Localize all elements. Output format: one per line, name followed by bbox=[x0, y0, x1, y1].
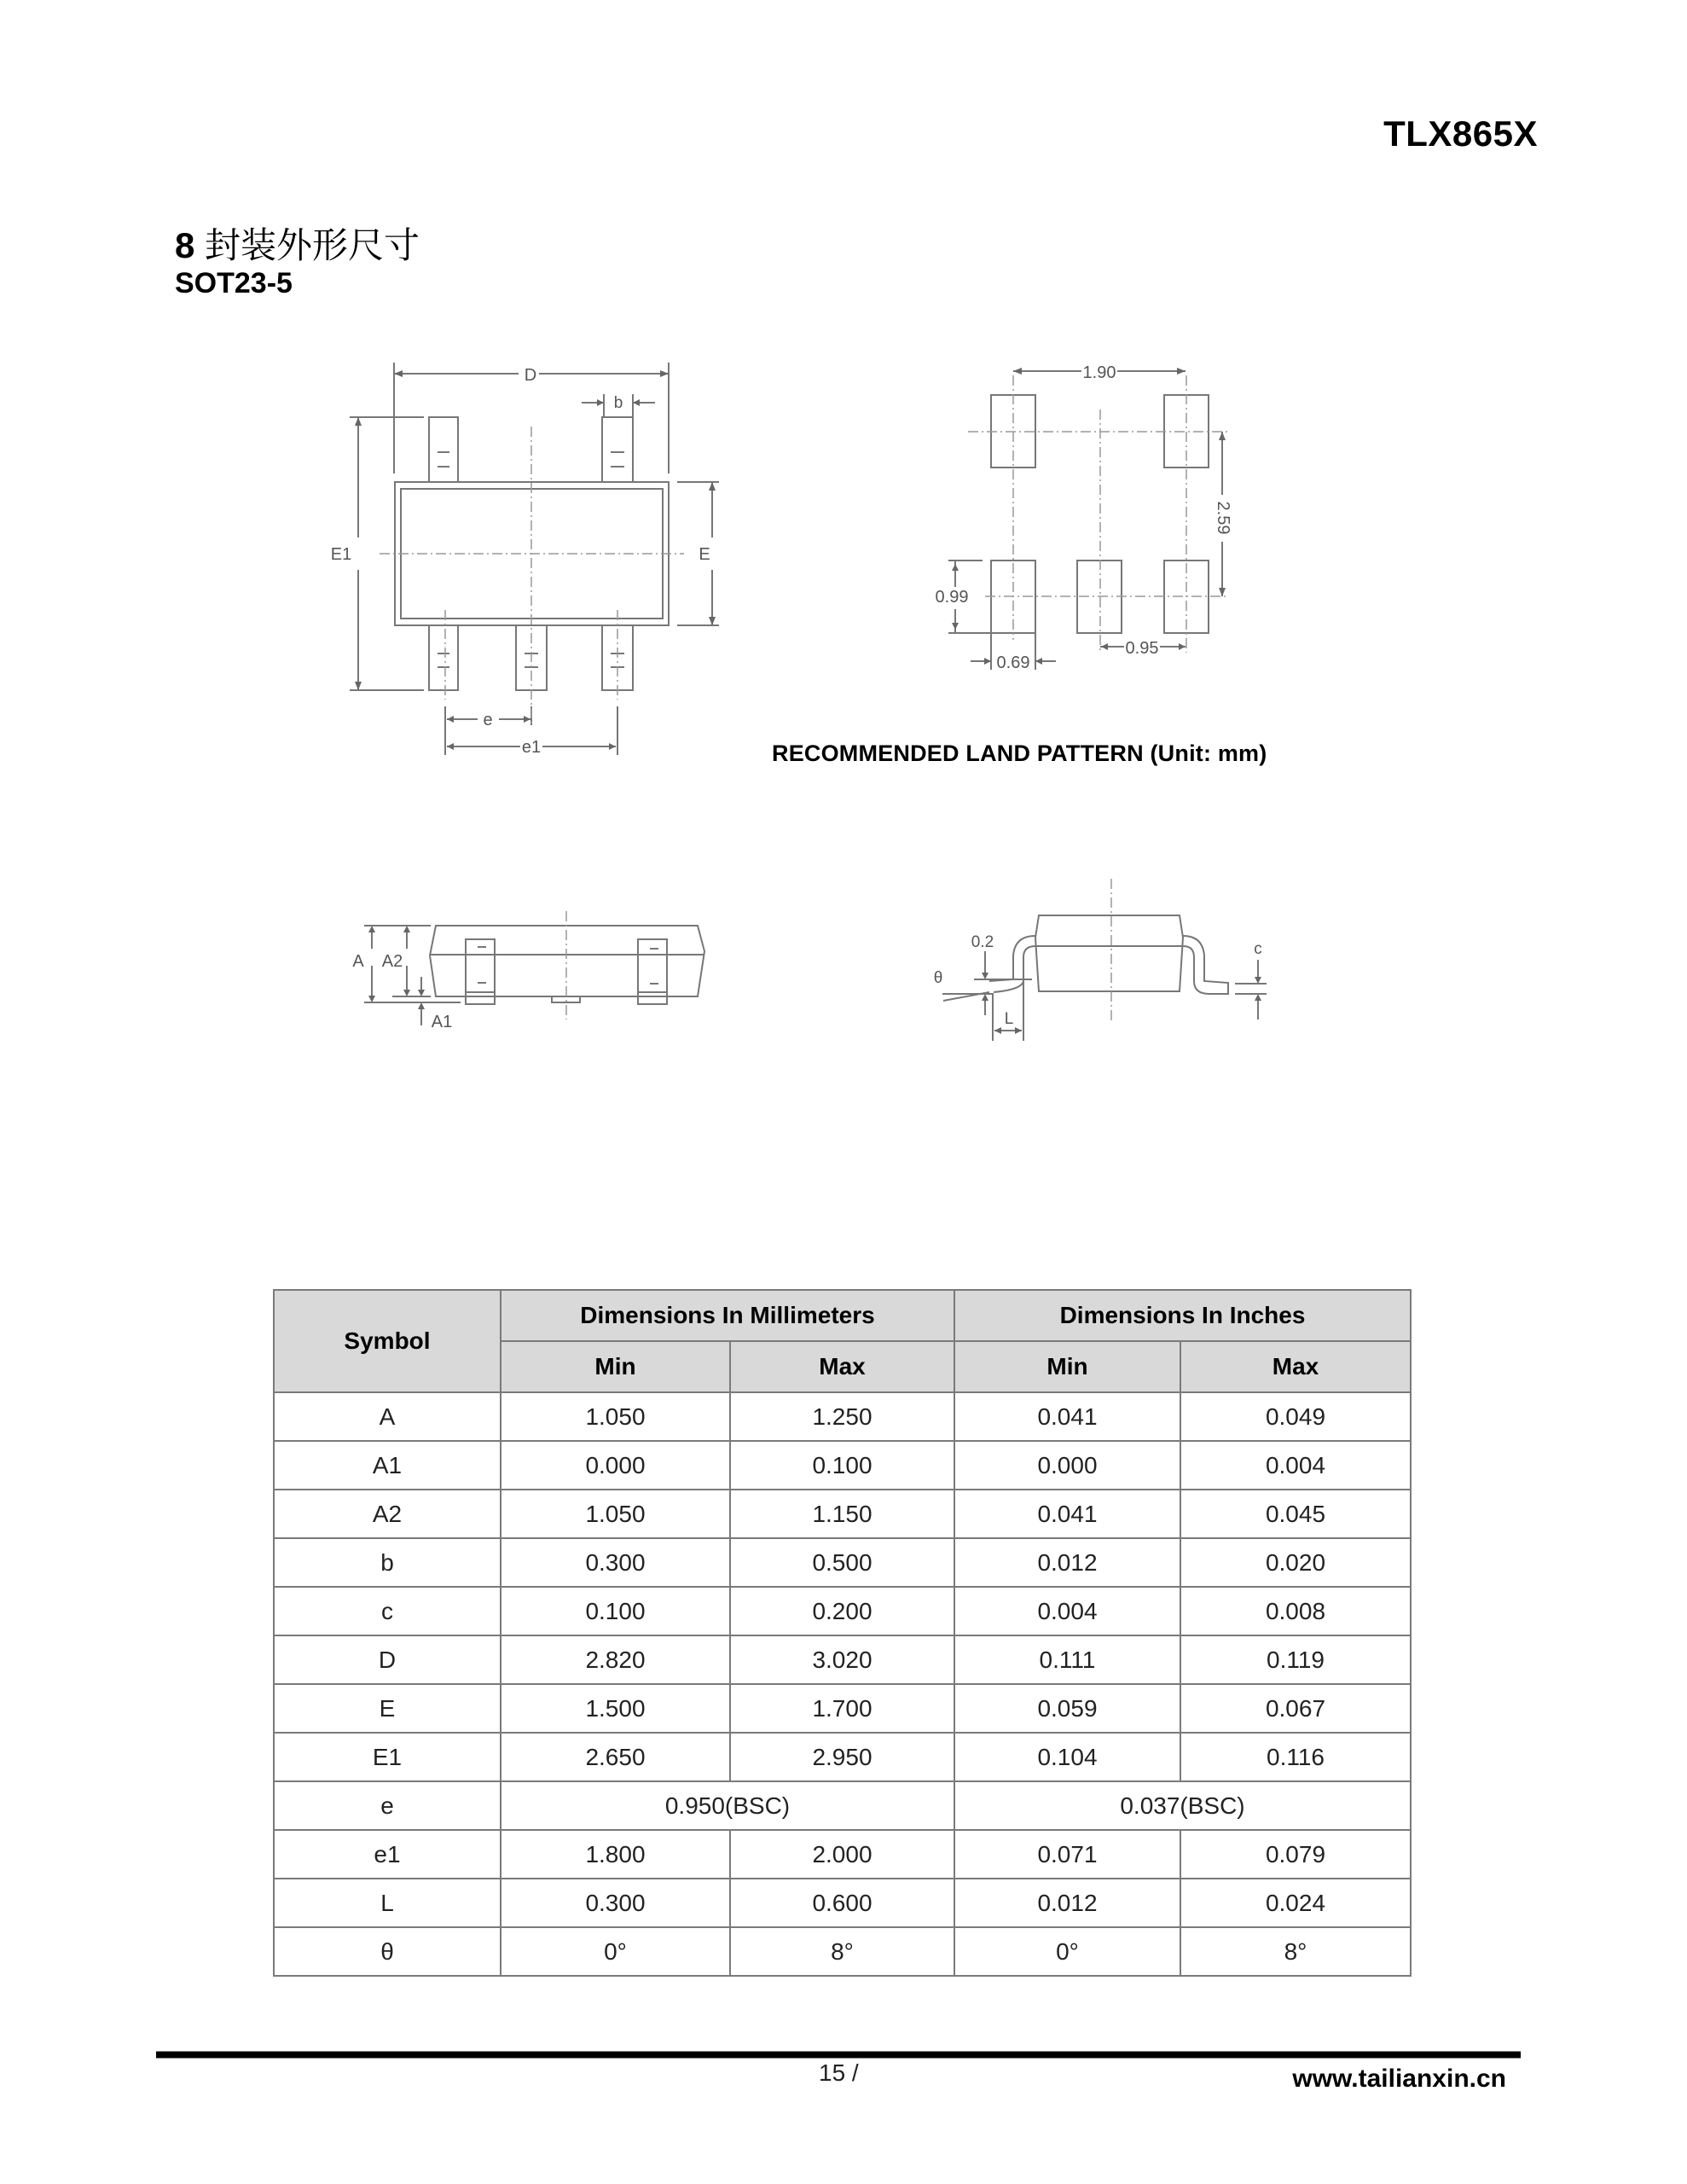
cell-in-min: 0.004 bbox=[954, 1587, 1180, 1635]
cell-mm-min: 0.000 bbox=[501, 1441, 730, 1490]
cell-in-min: 0.111 bbox=[954, 1635, 1180, 1684]
header-mm-group: Dimensions In Millimeters bbox=[501, 1290, 954, 1341]
table-header-row-1 bbox=[274, 1290, 1411, 1341]
cell-mm-max: 1.250 bbox=[730, 1392, 954, 1441]
cell-symbol: e1 bbox=[274, 1830, 501, 1879]
land-dim-0-95: 0.95 bbox=[1125, 639, 1159, 658]
label-L: L bbox=[1004, 1010, 1014, 1028]
website-link[interactable]: www.tailianxin.cn bbox=[1292, 2065, 1506, 2093]
page-number: 15 / bbox=[819, 2059, 859, 2086]
land-dim-0-99: 0.99 bbox=[935, 588, 969, 607]
section-title-cn: 封装外形尺寸 bbox=[205, 224, 420, 266]
land-dim-2-59: 2.59 bbox=[1214, 501, 1232, 535]
cell-mm-max: 3.020 bbox=[730, 1635, 954, 1684]
footer-divider bbox=[156, 2051, 1521, 2059]
cell-mm-max: 2.000 bbox=[730, 1830, 954, 1879]
cell-in-max: 0.008 bbox=[1180, 1587, 1411, 1635]
dimensions-table bbox=[273, 1289, 1412, 1977]
cell-in-max: 8° bbox=[1180, 1927, 1411, 1976]
header-in-max: Max bbox=[1180, 1341, 1411, 1392]
land-pattern-drawing bbox=[921, 358, 1262, 682]
cell-symbol: D bbox=[274, 1635, 501, 1684]
cell-in-max: 0.045 bbox=[1180, 1490, 1411, 1538]
land-dim-0-69: 0.69 bbox=[996, 653, 1030, 672]
cell-mm-min: 1.050 bbox=[501, 1490, 730, 1538]
header-in-group: Dimensions In Inches bbox=[954, 1290, 1411, 1341]
label-theta: θ bbox=[933, 969, 943, 987]
cell-mm-max: 2.950 bbox=[730, 1733, 954, 1781]
label-A: A bbox=[352, 952, 364, 971]
cell-in-bsc: 0.037(BSC) bbox=[954, 1781, 1411, 1830]
lead-view-drawing bbox=[913, 862, 1271, 1041]
table-row bbox=[274, 1830, 1411, 1879]
land-dim-1-90: 1.90 bbox=[1082, 363, 1116, 382]
label-E: E bbox=[699, 545, 710, 564]
label-A1: A1 bbox=[431, 1013, 453, 1031]
table-row bbox=[274, 1684, 1411, 1733]
cell-mm-min: 2.650 bbox=[501, 1733, 730, 1781]
cell-mm-max: 8° bbox=[730, 1927, 954, 1976]
cell-mm-max: 0.500 bbox=[730, 1538, 954, 1587]
cell-symbol: E bbox=[274, 1684, 501, 1733]
cell-in-min: 0.000 bbox=[954, 1441, 1180, 1490]
table-row bbox=[274, 1490, 1411, 1538]
cell-in-max: 0.119 bbox=[1180, 1635, 1411, 1684]
land-pattern-caption: RECOMMENDED LAND PATTERN (Unit: mm) bbox=[772, 741, 1267, 766]
label-A2: A2 bbox=[381, 952, 403, 971]
table-row bbox=[274, 1635, 1411, 1684]
cell-in-max: 0.067 bbox=[1180, 1684, 1411, 1733]
header-in-min: Min bbox=[954, 1341, 1180, 1392]
cell-mm-min: 2.820 bbox=[501, 1635, 730, 1684]
cell-mm-max: 0.100 bbox=[730, 1441, 954, 1490]
cell-mm-max: 0.200 bbox=[730, 1587, 954, 1635]
table-row bbox=[274, 1879, 1411, 1927]
document-part-number: TLX865X bbox=[1383, 113, 1538, 154]
label-e: e bbox=[483, 711, 493, 729]
cell-mm-min: 1.050 bbox=[501, 1392, 730, 1441]
cell-symbol: A1 bbox=[274, 1441, 501, 1490]
cell-symbol: L bbox=[274, 1879, 501, 1927]
label-E1: E1 bbox=[330, 545, 352, 564]
cell-mm-min: 0° bbox=[501, 1927, 730, 1976]
cell-in-min: 0.104 bbox=[954, 1733, 1180, 1781]
cell-mm-min: 0.100 bbox=[501, 1587, 730, 1635]
cell-symbol: e bbox=[274, 1781, 501, 1830]
cell-in-min: 0.059 bbox=[954, 1684, 1180, 1733]
table-row bbox=[274, 1927, 1411, 1976]
cell-in-max: 0.079 bbox=[1180, 1830, 1411, 1879]
cell-mm-min: 0.300 bbox=[501, 1538, 730, 1587]
cell-symbol: A bbox=[274, 1392, 501, 1441]
header-mm-min: Min bbox=[501, 1341, 730, 1392]
cell-mm-min: 0.300 bbox=[501, 1879, 730, 1927]
cell-in-max: 0.004 bbox=[1180, 1441, 1411, 1490]
cell-in-max: 0.024 bbox=[1180, 1879, 1411, 1927]
label-e1: e1 bbox=[521, 738, 542, 757]
table-row bbox=[274, 1781, 1411, 1830]
cell-mm-max: 1.150 bbox=[730, 1490, 954, 1538]
header-mm-max: Max bbox=[730, 1341, 954, 1392]
table-row bbox=[274, 1587, 1411, 1635]
label-0-2: 0.2 bbox=[971, 933, 994, 951]
cell-mm-max: 0.600 bbox=[730, 1879, 954, 1927]
cell-in-min: 0° bbox=[954, 1927, 1180, 1976]
cell-in-min: 0.041 bbox=[954, 1392, 1180, 1441]
cell-in-max: 0.116 bbox=[1180, 1733, 1411, 1781]
side-view-drawing bbox=[333, 879, 725, 1032]
package-name: SOT23-5 bbox=[175, 267, 293, 299]
cell-mm-min: 1.500 bbox=[501, 1684, 730, 1733]
table-row bbox=[274, 1733, 1411, 1781]
cell-in-min: 0.012 bbox=[954, 1538, 1180, 1587]
label-c: c bbox=[1254, 940, 1262, 958]
label-b: b bbox=[613, 394, 623, 412]
header-symbol: Symbol bbox=[274, 1290, 501, 1392]
cell-symbol: b bbox=[274, 1538, 501, 1587]
table-row bbox=[274, 1392, 1411, 1441]
cell-mm-min: 1.800 bbox=[501, 1830, 730, 1879]
cell-mm-bsc: 0.950(BSC) bbox=[501, 1781, 954, 1830]
table-row bbox=[274, 1538, 1411, 1587]
section-number: 8 bbox=[175, 225, 195, 265]
cell-in-min: 0.071 bbox=[954, 1830, 1180, 1879]
cell-mm-max: 1.700 bbox=[730, 1684, 954, 1733]
cell-in-max: 0.020 bbox=[1180, 1538, 1411, 1587]
cell-symbol: E1 bbox=[274, 1733, 501, 1781]
cell-in-min: 0.012 bbox=[954, 1879, 1180, 1927]
label-D: D bbox=[524, 366, 537, 385]
cell-symbol: A2 bbox=[274, 1490, 501, 1538]
cell-in-max: 0.049 bbox=[1180, 1392, 1411, 1441]
cell-in-min: 0.041 bbox=[954, 1490, 1180, 1538]
top-view-drawing bbox=[316, 350, 751, 776]
section-title bbox=[175, 218, 420, 269]
table-row bbox=[274, 1441, 1411, 1490]
cell-symbol: c bbox=[274, 1587, 501, 1635]
cell-symbol: θ bbox=[274, 1927, 501, 1976]
